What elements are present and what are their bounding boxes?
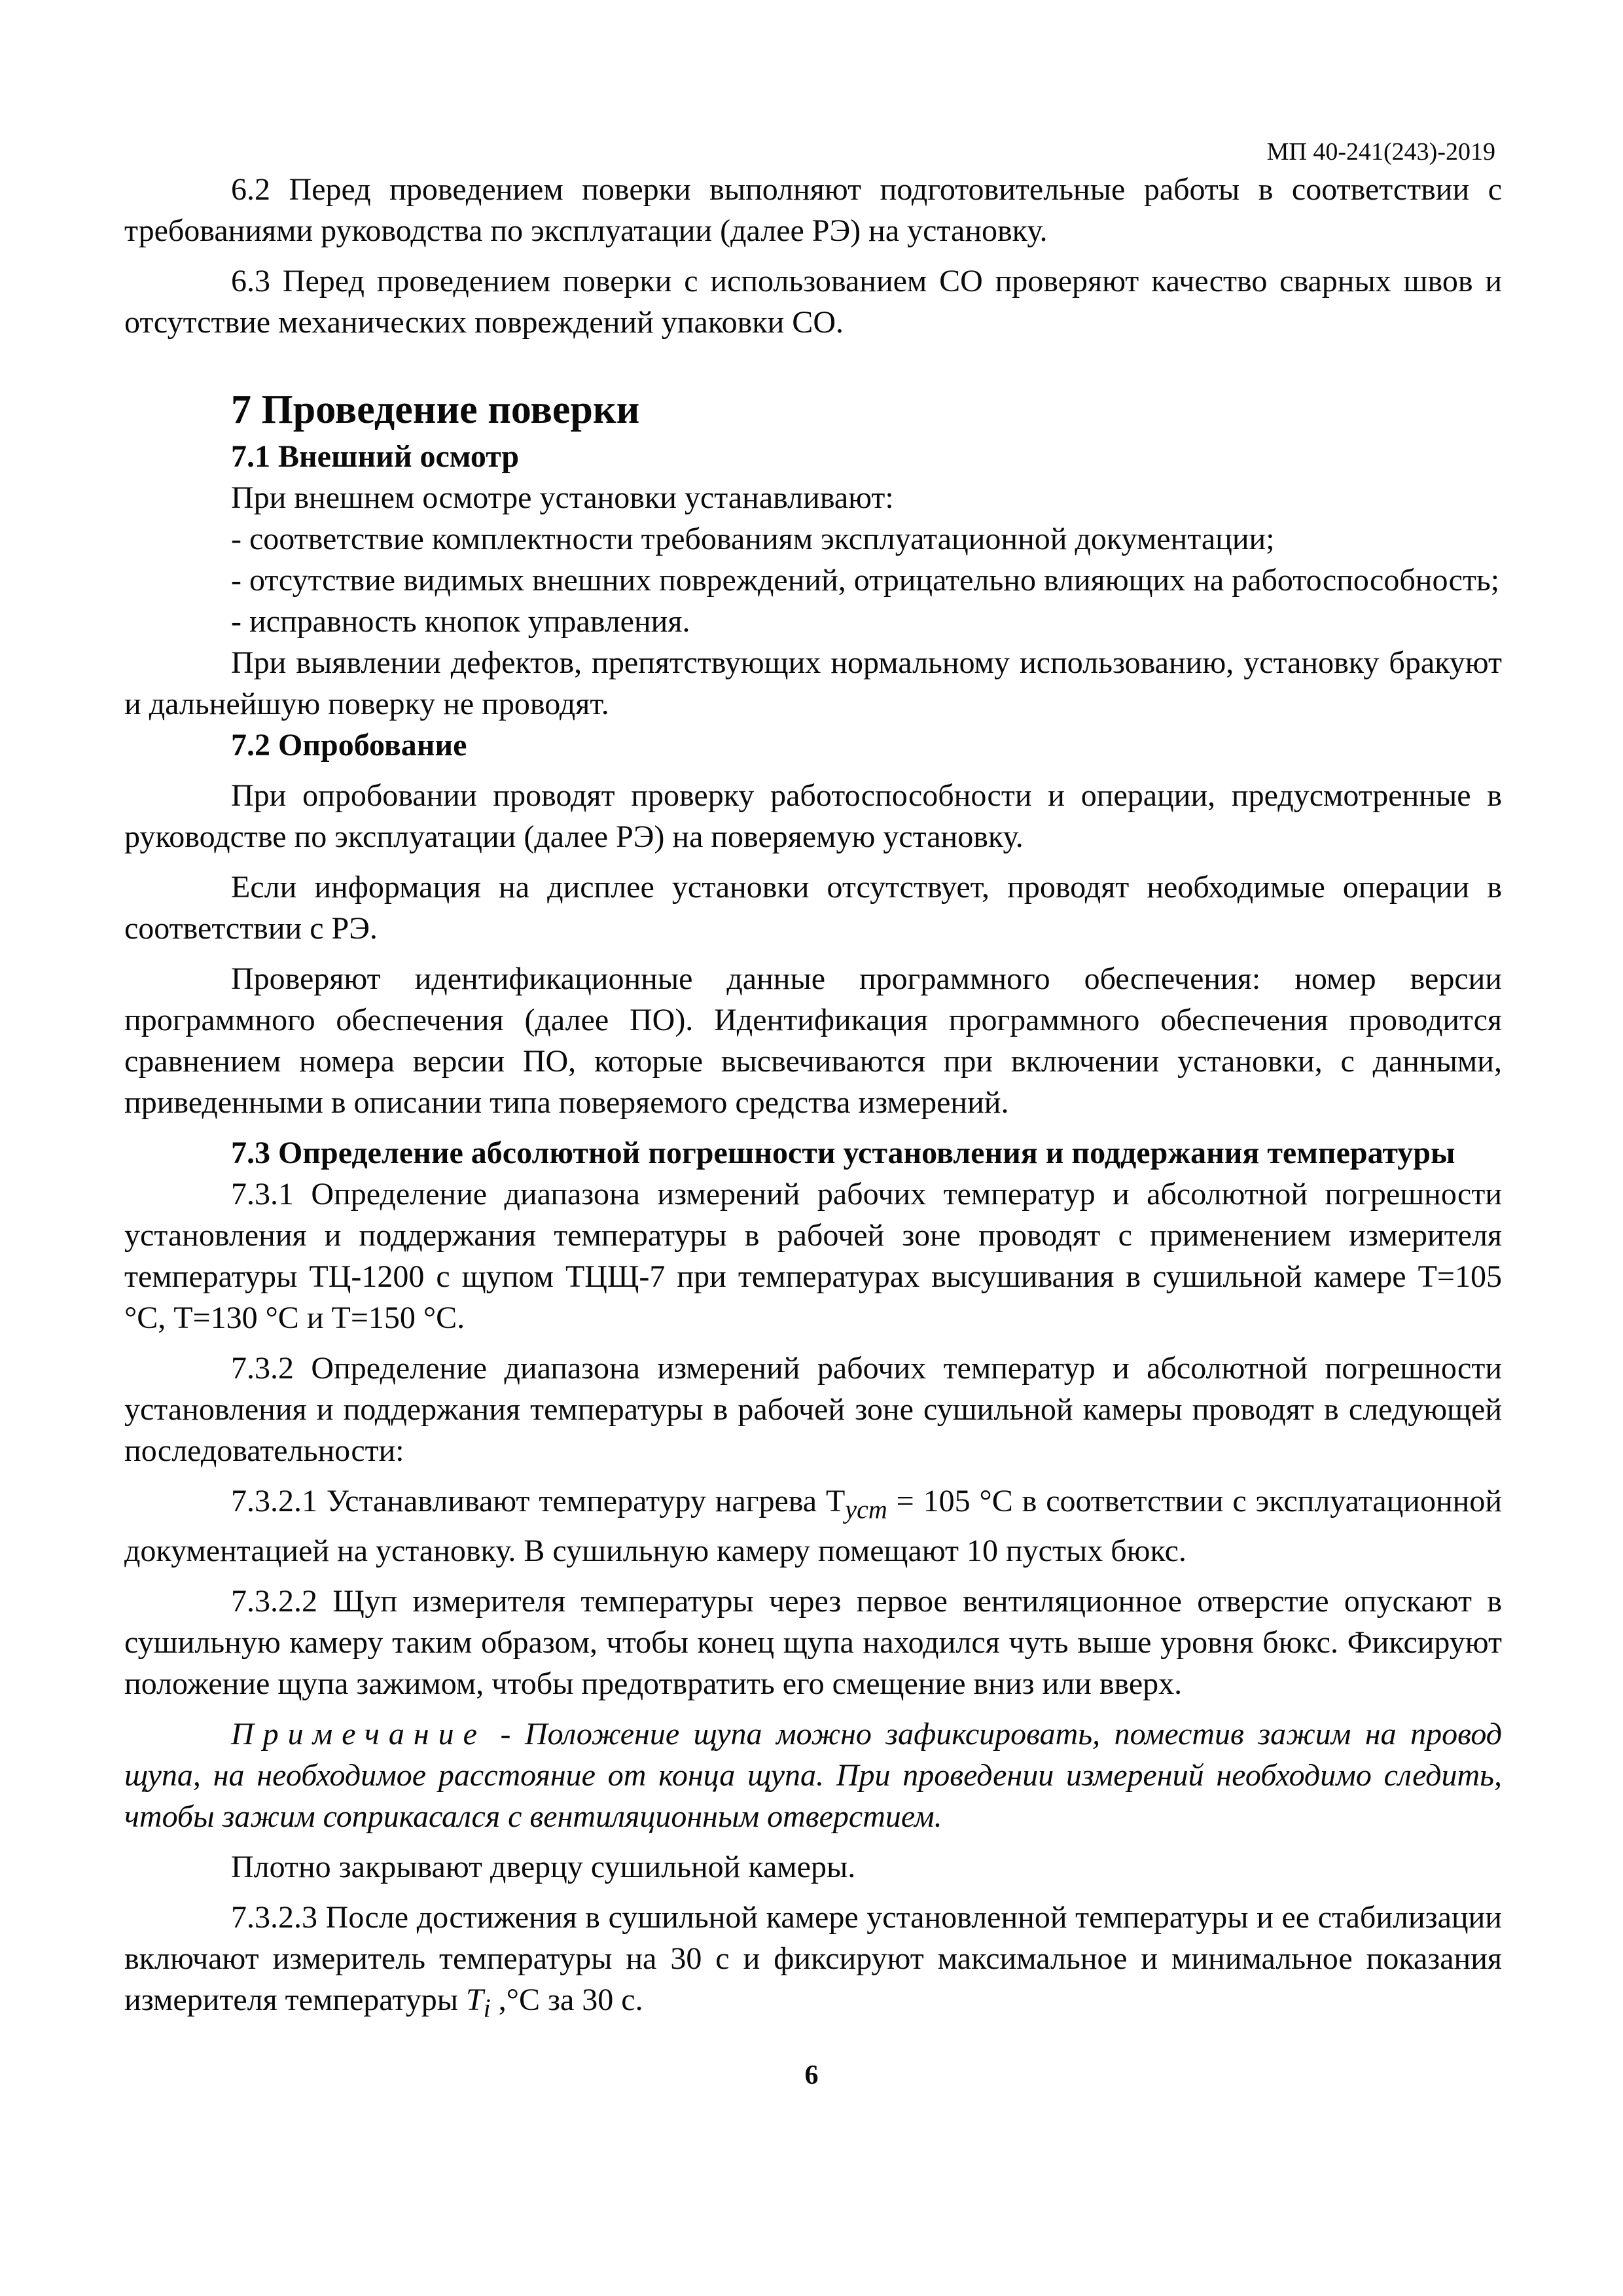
list-item-damage: - отсутствие видимых внешних повреждений, отрицательно влияющих на работоспособность; [231,563,1500,598]
note-text: - Положение щупа можно зафиксировать, поместив зажим на провод щупа, на необходимое расстояние от конца щупа. При проведении измерений необходимо следить, чтобы зажим соприкасался с вентиляционным отверстием. [124,1716,1502,1834]
section-heading-7: 7 Проведение поверки [231,387,640,432]
subsection-heading-7-2: 7.2 Опробование [231,728,467,762]
paragraph-7-3-2-3-end: ,°С за 30 с. [490,1982,643,2017]
paragraph-7-2-c: Проверяют идентификационные данные программного обеспечения: номер версии программного обеспечения (далее ПО). Идентификация программного обеспечения проводится сравнением номера версии ПО, которые высвечиваются при включении установки, с данными, приведенными в описании типа поверяемого средства измерений. [124,961,1502,1120]
paragraph-7-2-a: При опробовании проводят проверку работоспособности и операции, предусмотренные в руководстве по эксплуатации (далее РЭ) на поверяемую установку. [124,778,1502,854]
paragraph-7-3-2-1 [124,1480,1502,1571]
page-number: 6 [804,2060,819,2090]
paragraph-7-3-2: 7.3.2 Определение диапазона измерений рабочих температур и абсолютной погрешности установления и поддержания температуры в рабочей зоне сушильной камеры проводят в следующей последовательности: [124,1351,1502,1468]
paragraph-7-3-2-2: 7.3.2.2 Щуп измерителя температуры через первое вентиляционное отверстие опускают в сушильную камеру таким образом, чтобы конец щупа находился чуть выше уровня бюкс. Фиксируют положение щупа зажимом, чтобы предотвратить его смещение вниз или вверх. [124,1583,1502,1701]
paragraph-7-3-1: 7.3.1 Определение диапазона измерений рабочих температур и абсолютной погрешности установления и поддержания температуры в рабочей зоне проводят с применением измерителя температуры ТЦ-1200 с щупом ТЦЩ-7 при температурах высушивания в сушильной камере Т=105 °С, Т=130 °С и Т=150 °С. [124,1177,1502,1335]
paragraph-7-1-intro: При внешнем осмотре установки устанавливают: [231,480,894,515]
temperature-index: i [483,1993,491,2023]
subsection-heading-7-1: 7.1 Внешний осмотр [231,439,520,474]
note-label: Примечание [231,1716,486,1751]
subsection-heading-7-3: 7.3 Определение абсолютной погрешности установления и поддержания температуры [231,1136,1455,1170]
paragraph-7-3-2-1-end: = 105 °С в соответствии с эксплуатационной документацией на установку. В сушильную камеру помещают 10 пустых бюкс. [124,1484,1503,1568]
list-item-completeness: - соответствие комплектности требованиям эксплуатационной документации; [231,522,1275,556]
paragraph-7-3-2-3-start: 7.3.2.3 После достижения в сушильной камере установленной температуры и ее стабилизации включают измеритель температуры на 30 с и фиксируют максимальное и минимальное показания измерителя температуры [124,1899,1502,2017]
document-code: МП 40-241(243)-2019 [1266,138,1495,166]
note-paragraph [124,1713,1502,1837]
paragraph-6-2: 6.2 Перед проведением поверки выполняют подготовительные работы в соответствии с требованиями руководства по эксплуатации (далее РЭ) на установку. [124,172,1502,248]
list-item-buttons: - исправность кнопок управления. [231,604,690,639]
paragraph-7-1-defects: При выявлении дефектов, препятствующих нормальному использованию, установку бракуют и дальнейшую поверку не проводят. [124,645,1502,721]
set-temperature-subscript: уст [845,1494,887,1524]
paragraph-close-door: Плотно закрывают дверцу сушильной камеры. [231,1849,856,1884]
paragraph-6-3: 6.3 Перед проведением поверки с использованием СО проверяют качество сварных швов и отсутствие механических повреждений упаковки СО. [124,264,1502,340]
paragraph-7-3-2-1-start: 7.3.2.1 Устанавливают температуру нагрева Т [231,1484,846,1518]
paragraph-7-3-2-3 [124,1897,1502,2029]
temperature-variable: T [465,1982,484,2017]
page-body [124,169,1502,2028]
paragraph-7-2-b: Если информация на дисплее установки отсутствует, проводят необходимые операции в соответствии с РЭ. [124,870,1502,946]
